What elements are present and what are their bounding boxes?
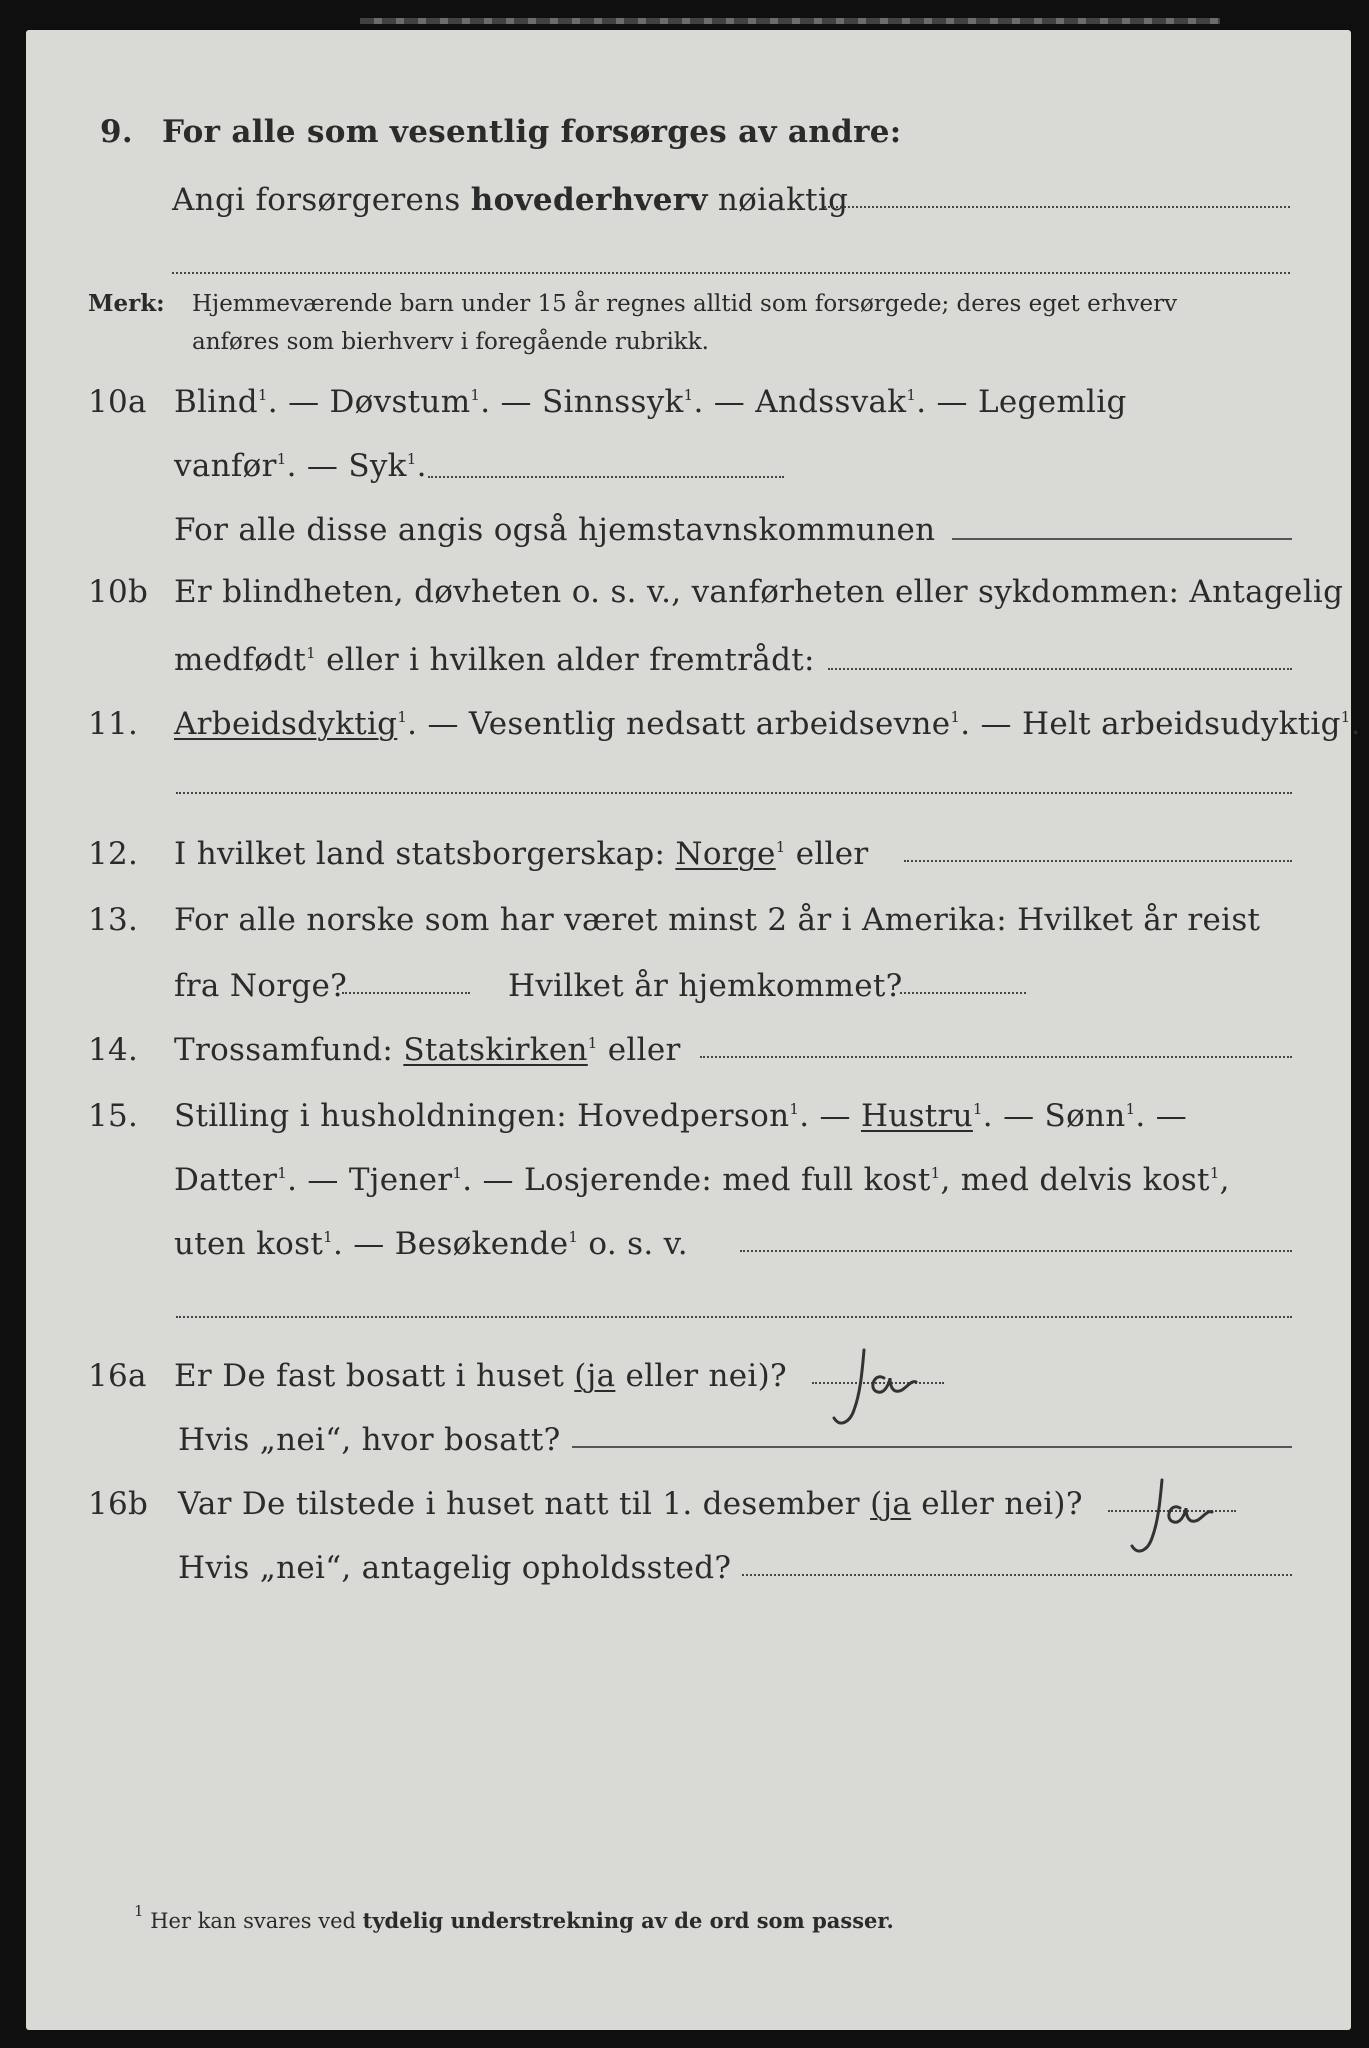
q12-line (174, 834, 869, 874)
q11-period: . (1350, 706, 1361, 742)
footnote-mark: 1 (930, 1164, 941, 1182)
opt-delvis-kost: , med delvis kost (940, 1162, 1210, 1198)
footnote-mark: 1 (134, 1902, 144, 1920)
q12-number: 12. (88, 836, 139, 872)
footnote-mark: 1 (276, 450, 287, 468)
footnote-text: Her kan svares ved (150, 1909, 363, 1933)
opt-vanfor: vanfør (174, 448, 277, 484)
q10b-line2 (174, 640, 815, 680)
opt-tjener: . — Tjener (287, 1162, 453, 1198)
q13-line2a: fra Norge? (174, 968, 348, 1004)
footnote-mark: 1 (789, 1100, 800, 1118)
opt-sinnssyk: . — Sinnssyk (480, 384, 684, 420)
opt-arbeidsdyktig-underlined: Arbeidsdyktig (174, 706, 398, 742)
q16b-eller-nei: eller nei)? (911, 1486, 1083, 1522)
q14-question: Trossamfund: (174, 1032, 404, 1068)
footnote-mark: 1 (470, 386, 481, 404)
q15-line3 (174, 1224, 688, 1264)
q12-question: I hvilket land statsborgerskap: (174, 836, 676, 872)
q9-line2-post: nøiaktig (707, 182, 849, 218)
q10a-number: 10a (88, 384, 147, 420)
q15-dash2: . — (1135, 1098, 1188, 1134)
merk-line2: anføres som bierhverv i foregående rubrikk. (192, 329, 709, 355)
footnote-mark: 1 (452, 1164, 463, 1182)
q10a-answer-line[interactable] (428, 476, 784, 478)
q13-number: 13. (88, 902, 139, 938)
footnote-mark: 1 (1209, 1164, 1220, 1182)
opt-ja-underlined: (ja (574, 1358, 616, 1394)
q12-answer-line[interactable] (904, 860, 1292, 862)
footnote-mark: 1 (1340, 708, 1351, 726)
q10a-line3: For alle disse angis også hjemstavnskommunen (174, 512, 936, 548)
footnote-mark: 1 (277, 1164, 288, 1182)
q14-eller: eller (597, 1032, 681, 1068)
opt-nedsatt: . — Vesentlig nedsatt arbeidsevne (407, 706, 951, 742)
q16a-bosatt-line[interactable] (572, 1446, 1292, 1448)
q16a-question: Er De fast bosatt i huset (174, 1358, 575, 1394)
q13-line2b: Hvilket år hjemkommet? (508, 968, 903, 1004)
q13-reist-line[interactable] (342, 992, 470, 994)
q15-line2 (174, 1160, 1230, 1200)
footnote-mark: 1 (323, 1228, 333, 1246)
q15-comma: , (1219, 1162, 1230, 1198)
q15-osv: o. s. v. (578, 1226, 688, 1262)
q15-line1 (174, 1096, 1187, 1136)
q13-hjemkommet-line[interactable] (900, 992, 1026, 994)
q10a-line2 (174, 446, 427, 486)
q10b-answer-line[interactable] (828, 668, 1292, 670)
footnote-mark: 1 (306, 644, 316, 662)
q10a-hjemstavn-line[interactable] (952, 538, 1292, 540)
q9-line2-pre: Angi forsørgerens (172, 182, 471, 218)
q16a-number: 16a (88, 1358, 147, 1394)
q15-number: 15. (88, 1098, 139, 1134)
q16b-number: 16b (88, 1486, 149, 1522)
opt-dovstum: . — Døvstum (267, 384, 471, 420)
merk-label: Merk: (88, 290, 165, 317)
footnote-mark: 1 (775, 838, 786, 856)
opt-full-kost: . — Losjerende: med full kost (462, 1162, 931, 1198)
q16b-line1 (178, 1484, 1083, 1524)
q16a-eller-nei: eller nei)? (615, 1358, 787, 1394)
torn-top-edge (360, 18, 1220, 24)
q16b-handwritten-answer (1118, 1474, 1238, 1568)
opt-sonn: . — Sønn (982, 1098, 1126, 1134)
opt-besokende: . — Besøkende (332, 1226, 569, 1262)
footnote-mark: 1 (972, 1100, 983, 1118)
q13-line1: For alle norske som har været minst 2 år i Amerika: Hvilket år reist (174, 902, 1261, 938)
q16b-opholdssted-line[interactable] (742, 1574, 1292, 1576)
q11-line (174, 704, 1361, 744)
q9-line2 (172, 180, 848, 220)
q10b-line1: Er blindheten, døvheten o. s. v., vanførheten eller sykdommen: Antagelig (174, 574, 1344, 610)
footnote-mark: 1 (1125, 1100, 1136, 1118)
footnote (134, 1902, 894, 1933)
q14-answer-line[interactable] (700, 1056, 1292, 1058)
q11-number: 11. (88, 706, 139, 742)
q16a-line2: Hvis „nei“, hvor bosatt? (178, 1422, 561, 1458)
footnote-mark: 1 (568, 1228, 579, 1246)
opt-legemlig: . — Legemlig (916, 384, 1127, 420)
q14-line (174, 1030, 681, 1070)
footnote-mark: 1 (406, 450, 417, 468)
opt-udyktig: . — Helt arbeidsudyktig (960, 706, 1341, 742)
q15-dash: . — (799, 1098, 861, 1134)
q16a-line1 (174, 1356, 787, 1396)
q10a-line1 (174, 382, 1127, 422)
q16b-line2: Hvis „nei“, antagelig opholdssted? (178, 1550, 732, 1586)
q9-answer-line-2[interactable] (172, 272, 1290, 274)
opt-datter: Datter (174, 1162, 278, 1198)
q10a-period: . (416, 448, 427, 484)
footnote-mark: 1 (587, 1034, 598, 1052)
q16a-handwritten-answer (824, 1344, 944, 1438)
footnote-mark: 1 (397, 708, 408, 726)
q9-answer-line[interactable] (824, 206, 1290, 208)
footnote-mark: 1 (950, 708, 961, 726)
footnote-mark: 1 (906, 386, 917, 404)
q12-eller: eller (785, 836, 869, 872)
q15-answer-line[interactable] (740, 1250, 1292, 1252)
q9-line1: For alle som vesentlig forsørges av andre: (162, 114, 902, 150)
footnote-bold-text: tydelig understrekning av de ord som passer. (362, 1908, 894, 1933)
opt-statskirken-underlined: Statskirken (403, 1032, 588, 1068)
q15-answer-line-2[interactable] (176, 1316, 1292, 1318)
footnote-mark: 1 (257, 386, 268, 404)
opt-hustru-underlined: Hustru (860, 1098, 973, 1134)
opt-uten-kost: uten kost (174, 1226, 324, 1262)
opt-hovedperson: Stilling i husholdningen: Hovedperson (174, 1098, 790, 1134)
q9-number: 9. (100, 114, 133, 150)
opt-medfodt: medfødt (174, 642, 307, 678)
opt-ja-underlined: (ja (870, 1486, 912, 1522)
opt-andssvak: . — Andssvak (693, 384, 907, 420)
q14-number: 14. (88, 1032, 139, 1068)
opt-norge-underlined: Norge (675, 836, 776, 872)
q10b-number: 10b (88, 574, 149, 610)
opt-blind: Blind (174, 384, 258, 420)
q11-answer-line[interactable] (176, 792, 1292, 794)
opt-syk: . — Syk (286, 448, 407, 484)
footnote-mark: 1 (683, 386, 694, 404)
q16b-question: Var De tilstede i huset natt til 1. desember (178, 1486, 871, 1522)
merk-line1: Hjemmeværende barn under 15 år regnes alltid som forsørgede; deres eget erhverv (192, 291, 1178, 317)
q10b-alder: eller i hvilken alder fremtrådt: (315, 642, 815, 678)
q9-line2-bold: hovederhverv (470, 182, 708, 218)
